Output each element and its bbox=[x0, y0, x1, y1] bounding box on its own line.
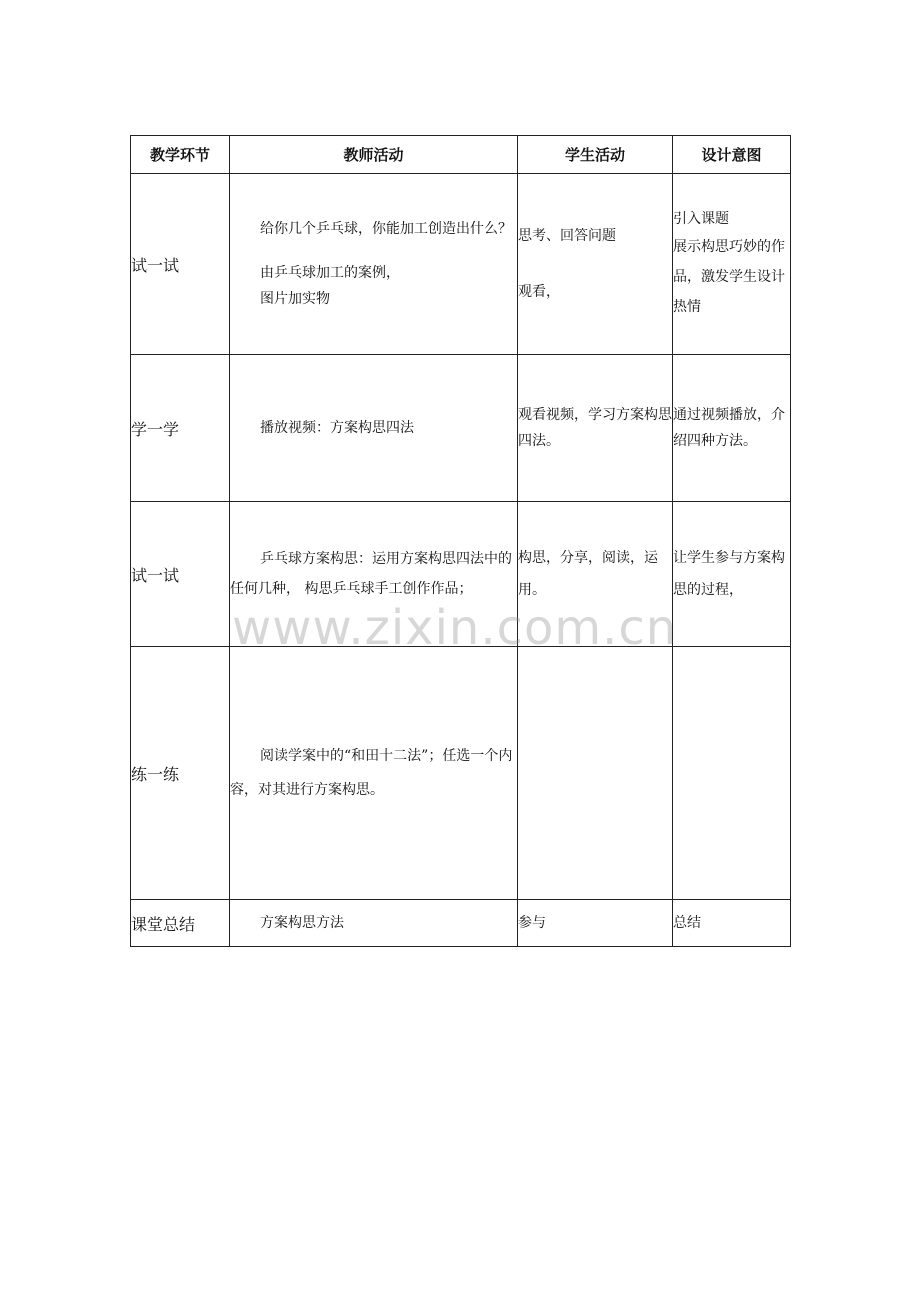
header-teacher-activity: 教师活动 bbox=[230, 136, 518, 174]
header-stage: 教学环节 bbox=[131, 136, 230, 174]
table-row bbox=[131, 502, 791, 647]
design-intent-cell bbox=[673, 647, 791, 900]
intent-text: 展示构思巧妙的作品，激发学生设计热情 bbox=[673, 239, 785, 315]
stage-cell: 试一试 bbox=[131, 174, 230, 355]
intent-text: 引入课题 bbox=[673, 211, 729, 227]
student-activity-cell bbox=[518, 502, 673, 647]
table-row bbox=[131, 900, 791, 947]
student-activity-cell bbox=[518, 355, 673, 502]
watermark: www.zixin.com.cn bbox=[232, 600, 678, 656]
student-text: 观看， bbox=[518, 284, 560, 300]
teacher-activity-cell bbox=[230, 647, 518, 900]
intent-text: 通过视频播放，介绍四种方法。 bbox=[673, 407, 785, 449]
student-activity-cell bbox=[518, 900, 673, 947]
design-intent-cell bbox=[673, 502, 791, 647]
student-text: 参与 bbox=[518, 915, 546, 931]
teacher-text: 给你几个乒乓球，你能加工创造出什么？ bbox=[260, 221, 512, 237]
student-activity-cell bbox=[518, 174, 673, 355]
lesson-plan-table bbox=[130, 135, 791, 947]
design-intent-cell bbox=[673, 900, 791, 947]
student-text: 构思，分享，阅读，运用。 bbox=[518, 550, 658, 598]
table-row bbox=[131, 647, 791, 900]
teacher-text: 乒乓球方案构思：运用方案构思四法中的任何几种， 构思乒乓球手工创作作品； bbox=[230, 551, 512, 597]
table-row bbox=[131, 174, 791, 355]
design-intent-cell bbox=[673, 355, 791, 502]
teacher-text: 方案构思方法 bbox=[260, 915, 344, 931]
teacher-activity-cell bbox=[230, 502, 518, 647]
intent-text: 总结 bbox=[673, 915, 701, 931]
intent-text: 让学生参与方案构思的过程， bbox=[673, 550, 785, 598]
teacher-text: 由乒乓球加工的案例， bbox=[260, 265, 400, 281]
teacher-activity-cell bbox=[230, 174, 518, 355]
student-text: 思考、回答问题 bbox=[518, 228, 616, 244]
stage-cell: 试一试 bbox=[131, 502, 230, 647]
teacher-activity-cell bbox=[230, 900, 518, 947]
teacher-text: 阅读学案中的“和田十二法”；任选一个内容，对其进行方案构思。 bbox=[230, 748, 513, 798]
student-activity-cell bbox=[518, 647, 673, 900]
teacher-activity-cell bbox=[230, 355, 518, 502]
teacher-text: 播放视频：方案构思四法 bbox=[260, 420, 414, 436]
header-student-activity: 学生活动 bbox=[518, 136, 673, 174]
header-design-intent: 设计意图 bbox=[673, 136, 791, 174]
design-intent-cell bbox=[673, 174, 791, 355]
stage-cell: 学一学 bbox=[131, 355, 230, 502]
stage-cell: 课堂总结 bbox=[131, 900, 230, 947]
table-row bbox=[131, 355, 791, 502]
stage-cell: 练一练 bbox=[131, 647, 230, 900]
student-text: 观看视频，学习方案构思四法。 bbox=[518, 407, 672, 449]
teacher-text: 图片加实物 bbox=[260, 291, 330, 307]
header-row bbox=[131, 136, 791, 174]
